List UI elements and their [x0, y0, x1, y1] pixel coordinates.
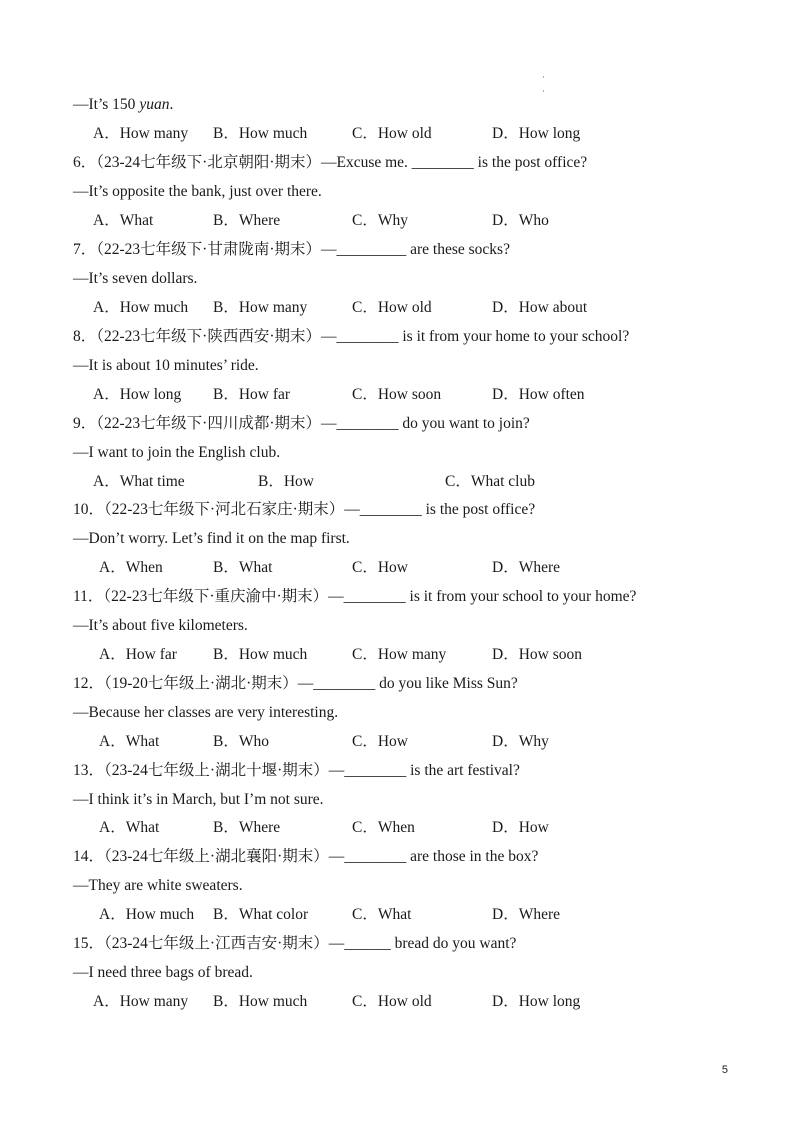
option-c: C．What: [352, 906, 412, 923]
option-b: B．What color: [213, 906, 309, 923]
option-b: B．Who: [213, 733, 269, 750]
option-a: A．What time: [93, 473, 185, 490]
option-b: B．How far: [213, 386, 291, 403]
option-d: D．How soon: [492, 646, 582, 663]
question-12: 12．（19-20七年级上·湖北·期末）—________ do you like Miss Sun?: [73, 675, 518, 692]
question-15: 15．（23-24七年级上·江西吉安·期末）—______ bread do you want?: [73, 935, 517, 952]
question-6: 6．（23-24七年级下·北京朝阳·期末）—Excuse me. ________ is the post office?: [73, 154, 588, 171]
option-c: C．How old: [352, 299, 432, 316]
option-c: C．When: [352, 819, 415, 836]
answer-line-13: —I think it’s in March, but I’m not sure.: [73, 791, 324, 808]
option-b: B．How much: [213, 646, 308, 663]
answer-line-11: —It’s about five kilometers.: [73, 617, 248, 634]
option-c: C．How: [352, 559, 408, 576]
option-b: B．Where: [213, 819, 281, 836]
option-a: A．How many: [93, 993, 189, 1010]
answer-line-10: —Don’t worry. Let’s find it on the map first.: [73, 530, 350, 547]
option-a: A．What: [99, 733, 160, 750]
answer-line-15: —I need three bags of bread.: [73, 964, 253, 981]
answer-line-12: —Because her classes are very interesting.: [73, 704, 339, 721]
option-d: D．How about: [492, 299, 588, 316]
option-d: D．Where: [492, 906, 560, 923]
answer-line-6: —It’s opposite the bank, just over there.: [73, 183, 322, 200]
option-a: A．What: [99, 819, 160, 836]
option-d: D．How often: [492, 386, 585, 403]
option-c: C．How soon: [352, 386, 442, 403]
option-a: A．How much: [99, 906, 195, 923]
option-c: C．How many: [352, 646, 447, 663]
answer-line-14: —They are white sweaters.: [73, 877, 243, 894]
option-b: B．How many: [213, 299, 308, 316]
option-a: A．How much: [93, 299, 189, 316]
option-b: B．How much: [213, 125, 308, 142]
option-b: B．Where: [213, 212, 281, 229]
question-11: 11．（22-23七年级下·重庆渝中·期末）—________ is it from your school to your home?: [73, 588, 637, 605]
option-a: A．How far: [99, 646, 177, 663]
question-13: 13．（23-24七年级上·湖北十堰·期末）—________ is the art festival?: [73, 762, 520, 779]
option-d: D．Where: [492, 559, 560, 576]
option-d: D．How long: [492, 125, 581, 142]
option-d: D．Who: [492, 212, 549, 229]
question-7: 7．（22-23七年级下·甘肃陇南·期末）—_________ are these socks?: [73, 241, 510, 258]
question-9: 9．（22-23七年级下·四川成都·期末）—________ do you want to join?: [73, 415, 530, 432]
option-d: D．How: [492, 819, 549, 836]
question-10: 10．（22-23七年级下·河北石家庄·期末）—________ is the post office?: [73, 501, 536, 518]
answer-line-9: —I want to join the English club.: [73, 444, 281, 461]
option-a: A．How long: [93, 386, 182, 403]
option-a: A．What: [93, 212, 154, 229]
option-c: C．How old: [352, 125, 432, 142]
answer-line-7: —It’s seven dollars.: [73, 270, 198, 287]
option-b: B．How much: [213, 993, 308, 1010]
scan-artifact: · ·: [542, 72, 545, 96]
answer-currency: yuan: [139, 96, 170, 113]
answer-text: —It’s 150: [73, 96, 140, 113]
answer-line-8: —It is about 10 minutes’ ride.: [73, 357, 259, 374]
option-a: A．How many: [93, 125, 189, 142]
question-14: 14．（23-24七年级上·湖北襄阳·期末）—________ are those in the box?: [73, 848, 539, 865]
option-c: C．How old: [352, 993, 432, 1010]
option-b: B．How: [258, 473, 314, 490]
answer-line-5: [73, 95, 173, 115]
option-b: B．What: [213, 559, 273, 576]
option-a: A．When: [99, 559, 163, 576]
option-d: D．Why: [492, 733, 549, 750]
answer-end: .: [169, 96, 174, 113]
option-c: C．Why: [352, 212, 408, 229]
question-8: 8．（22-23七年级下·陕西西安·期末）—________ is it from your home to your school?: [73, 328, 630, 345]
page-number: 5: [721, 1064, 728, 1076]
option-c: C．What club: [445, 473, 535, 490]
option-c: C．How: [352, 733, 408, 750]
option-d: D．How long: [492, 993, 581, 1010]
